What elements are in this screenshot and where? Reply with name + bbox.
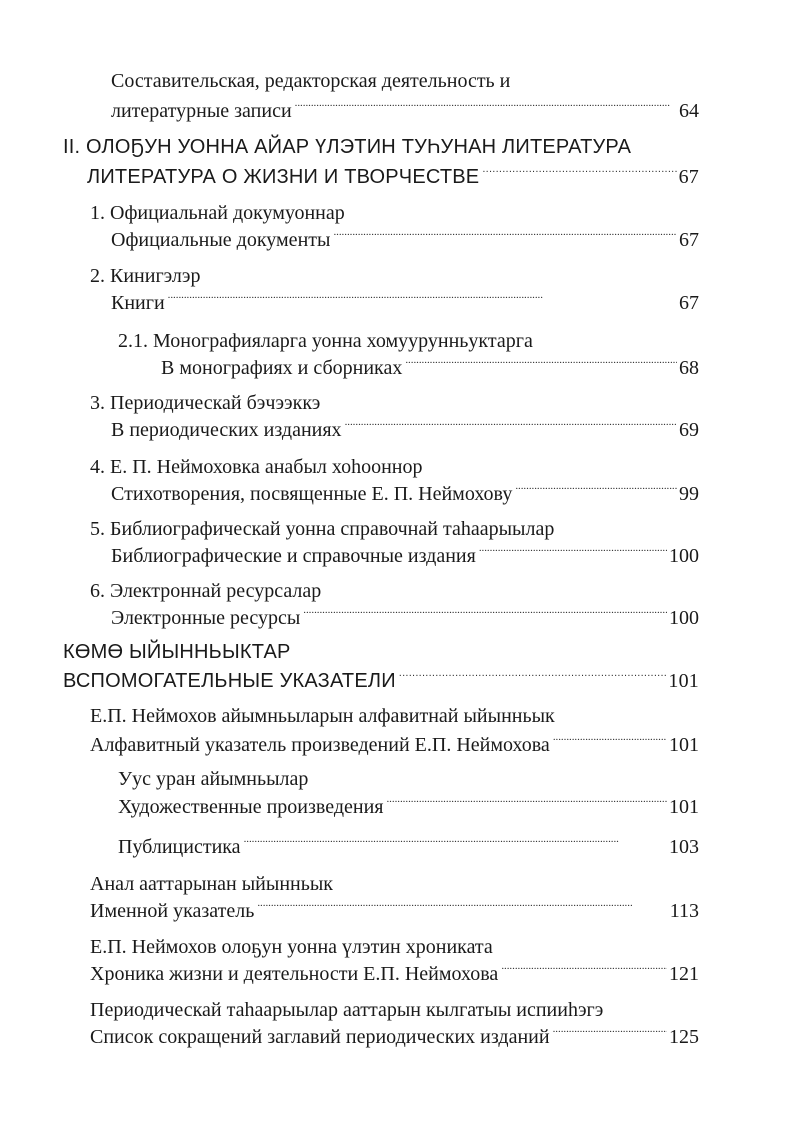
toc-entry-title: Алфавитный указатель произведений Е.П. Неймохова [90, 734, 550, 756]
toc-entry[interactable] [161, 350, 699, 380]
toc-entry-line: Е.П. Неймохов олоҕун уонна үлэтин хрониката [90, 936, 493, 958]
toc-entry-title: Список сокращений заглавий периодических изданий [90, 1026, 550, 1048]
toc-entry-title: Художественные произведения [118, 796, 384, 818]
dot-leader [295, 93, 677, 117]
section-heading-line: II. ОЛОҔУН УОННА АЙАР ҮЛЭТИН ТУҺУНАН ЛИТЕРАТУРА [63, 136, 632, 158]
section-heading-title: ВСПОМОГАТЕЛЬНЫЕ УКАЗАТЕЛИ [63, 670, 396, 692]
page-number: 101 [668, 670, 699, 692]
toc-entry-title: Публицистика [118, 836, 241, 858]
toc-entry[interactable] [111, 412, 699, 442]
page-number: 67 [679, 292, 699, 314]
page-number: 68 [679, 357, 699, 379]
page-number: 113 [669, 900, 699, 922]
toc-entry-line: Анал ааттарынан ыйынньык [90, 873, 333, 895]
toc-entry-title: Официальные документы [111, 229, 331, 251]
dot-leader [553, 727, 667, 751]
dot-leader [405, 350, 677, 374]
page-number: 125 [669, 1026, 699, 1048]
toc-entry[interactable] [90, 727, 699, 757]
toc-entry-title: Библиографические и справочные издания [111, 545, 476, 567]
page-number: 101 [669, 734, 699, 756]
dot-leader [482, 159, 676, 183]
dot-leader [501, 956, 667, 980]
toc-entry-title: Именной указатель [90, 900, 255, 922]
page-number: 69 [679, 419, 699, 441]
toc-entry-line: 3. Периодическай бэчээккэ [90, 392, 321, 414]
dot-leader [257, 893, 667, 917]
toc-entry-title: В периодических изданиях [111, 419, 342, 441]
page-number: 64 [679, 100, 699, 122]
toc-entry[interactable] [111, 600, 699, 630]
toc-entry-line: 4. Е. П. Неймоховка анабыл хоһооннор [90, 456, 423, 478]
toc-entry[interactable] [90, 893, 699, 923]
dot-leader [333, 222, 677, 246]
section-heading[interactable] [87, 159, 699, 189]
section-heading[interactable] [63, 663, 699, 693]
toc-entry[interactable] [111, 476, 699, 506]
toc-entry-title: В монографиях и сборниках [161, 357, 403, 379]
toc-entry[interactable] [90, 1019, 699, 1049]
page-number: 67 [678, 166, 699, 188]
toc-entry-line: 1. Официальнай докумуоннар [90, 202, 345, 224]
page-number: 100 [669, 607, 699, 629]
dot-leader [345, 412, 677, 436]
toc-entry-line: Уус уран айымньылар [118, 768, 309, 790]
toc-entry[interactable] [111, 93, 699, 123]
page-number: 121 [669, 963, 699, 985]
toc-entry-line: 2. Кинигэлэр [90, 265, 201, 287]
toc-entry-line: Составительская, редакторская деятельность и [111, 70, 511, 92]
page-number: 100 [669, 545, 699, 567]
dot-leader [303, 600, 667, 624]
toc-entry-title: Стихотворения, посвященные Е. П. Неймохову [111, 483, 513, 505]
toc-entry-line: Е.П. Неймохов айымньыларын алфавитнай ыйынньык [90, 705, 555, 727]
section-heading-line: КӨМӨ ЫЙЫННЬЫКТАР [63, 641, 291, 663]
dot-leader [386, 789, 667, 813]
dot-leader [168, 285, 677, 309]
section-heading-title: ЛИТЕРАТУРА О ЖИЗНИ И ТВОРЧЕСТВЕ [87, 166, 480, 188]
dot-leader [515, 476, 677, 500]
dot-leader [553, 1019, 667, 1043]
page-number: 101 [669, 796, 699, 818]
page-number: 67 [679, 229, 699, 251]
toc-entry-title: литературные записи [111, 100, 292, 122]
dot-leader [399, 663, 667, 687]
page-number: 99 [679, 483, 699, 505]
toc-entry[interactable] [118, 829, 699, 859]
toc-entry-line: 6. Электроннай ресурсалар [90, 580, 322, 602]
toc-entry-line: Периодическай таһаарыылар ааттарын кылгатыы испииһэгэ [90, 999, 604, 1021]
toc-entry[interactable] [111, 538, 699, 568]
page-number: 103 [669, 836, 699, 858]
toc-entry-title: Электронные ресурсы [111, 607, 301, 629]
toc-entry[interactable] [111, 285, 699, 315]
dot-leader [244, 829, 667, 853]
dot-leader [479, 538, 667, 562]
toc-entry-line: 2.1. Монографияларга уонна хомуурунньуктарга [118, 330, 533, 352]
toc-entry-title: Книги [111, 292, 165, 314]
toc-entry-title: Хроника жизни и деятельности Е.П. Неймохова [90, 963, 499, 985]
toc-entry[interactable] [118, 789, 699, 819]
toc-entry-line: 5. Библиографическай уонна справочнай таһаарыылар [90, 518, 555, 540]
toc-entry[interactable] [111, 222, 699, 252]
toc-entry[interactable] [90, 956, 699, 986]
